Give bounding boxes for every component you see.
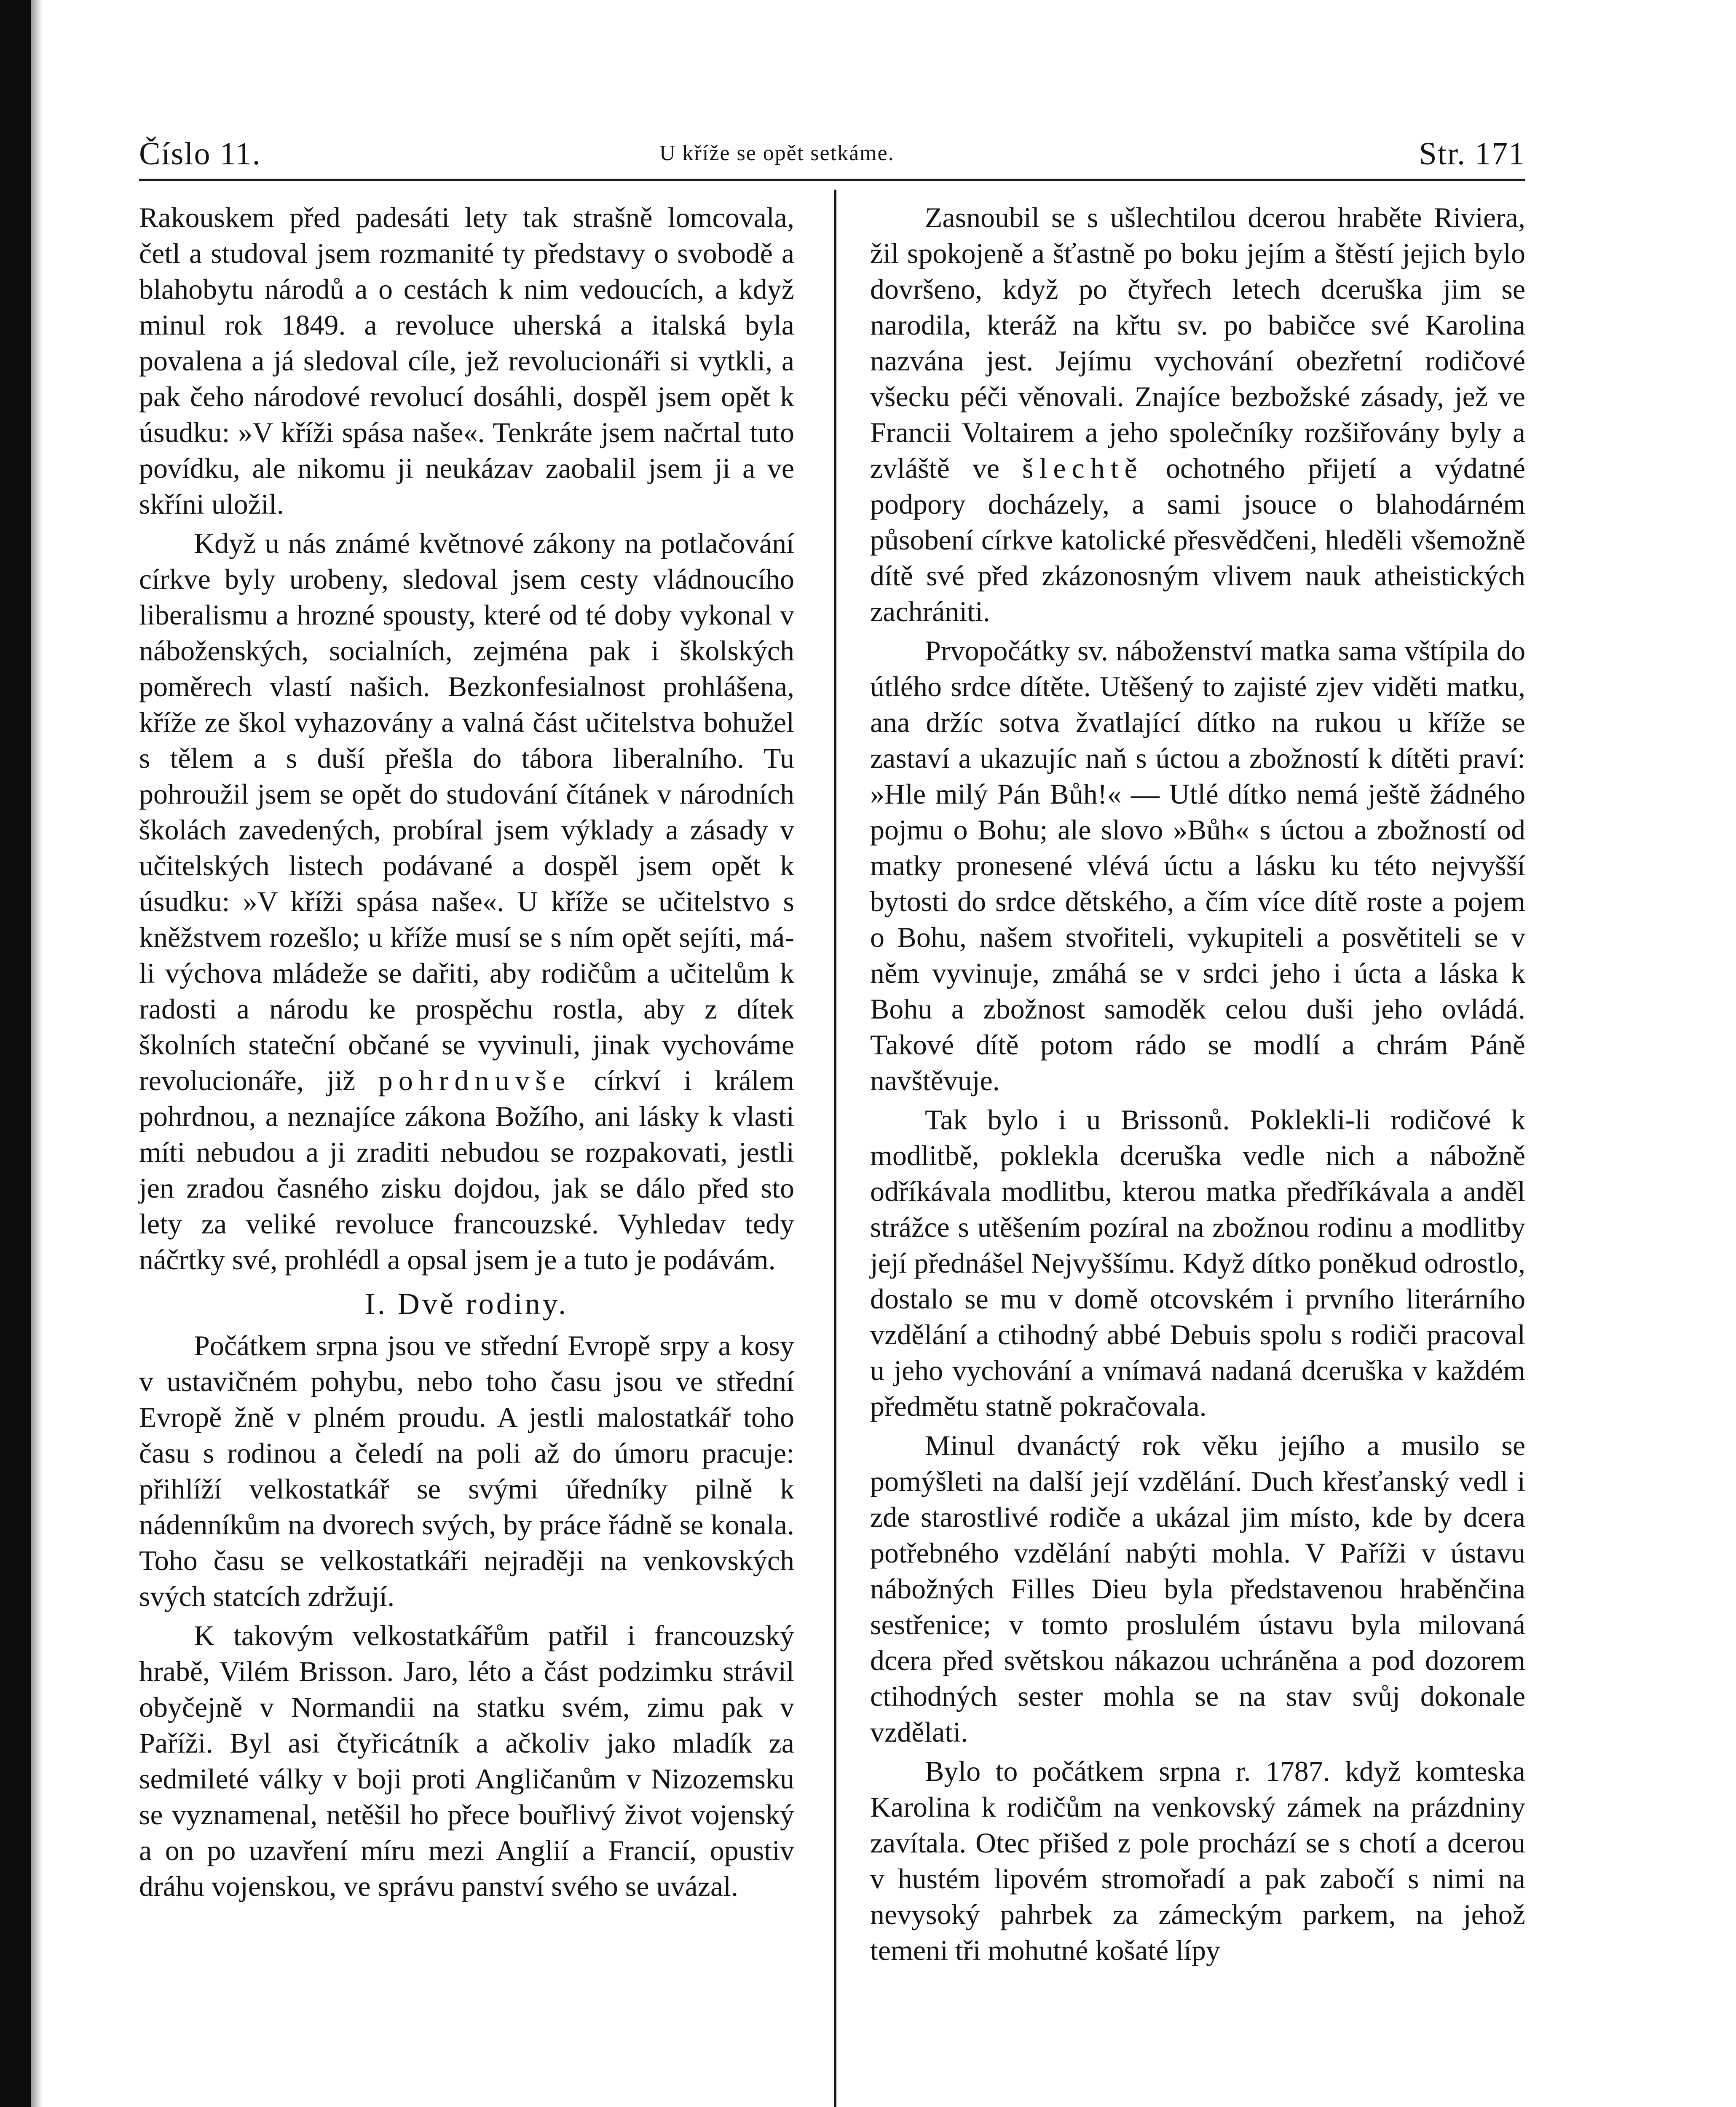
spaced-emphasis: pohrdnuvše [378,1064,571,1096]
section-heading: I. Dvě rodiny. [364,1287,569,1321]
paragraph: Bylo to počátkem srpna r. 1787. když komteska Karolina k rodičům na venkovský zámek na prázdniny zavítala. Otec přišed z pole prochází se s chotí a dcerou v hustém lipovém stromořadí a pak zabočí s nimi na nevysoký pahrbek za zámeckým parkem, na jehož temeni tři mohutné košaté lípy [870,1755,1525,1966]
header-rule [139,179,1525,181]
issue-number: Číslo 11. [139,136,261,172]
paragraph: K takovým velkostatkářům patřil i francouzský hrabě, Vilém Brisson. Jaro, léto a část podzimku strávil obyčejně v Normandii na statku svém, zimu pak v Paříži. Byl asi čtyřicátník a ačkoliv jako mladík za sedmileté války v boji proti Angličanům v Nizozemsku se vyznamenal, netěšil ho přece bouřlivý život vojenský a on po uzavření míru mezi Anglií a Francií, opustiv dráhu vojenskou, ve správu panství svého se uvázal. [139,1619,794,1902]
paragraph: Rakouskem před padesáti lety tak strašně lomcovala, četl a studoval jsem rozmanité ty představy o svobodě a blahobytu národů a o cestách k nim vedoucích, a když minul rok 1849. a revoluce uherská a italská byla povalena a já sledoval cíle, jež revolucionáři si vytkli, a pak čeho národové revolucí dosáhli, dospěl jsem opět k úsudku: »V kříži spása naše«. Tenkráte jsem načrtal tuto povídku, ale nikomu ji neukázav zaobalil jsem ji a ve skříni uložil. [139,201,794,520]
paragraph: Prvopočátky sv. náboženství matka sama vštípila do útlého srdce dítěte. Utěšený to zajisté zjev viděti matku, ana držíc sotva žvatlající dítko na rukou u kříže se zastaví a ukazujíc naň s úctou a zbožností k dítěti praví: »Hle milý Pán Bůh!« — Utlé dítko nemá ještě žádného pojmu o Bohu; ale slovo »Bůh« s úctou a zbožností od matky pronesené vlévá úctu a lásku ku této nejvyšší bytosti do srdce dětského, a čím více dítě roste a pojem o Bohu, našem stvořiteli, vykupiteli a posvětiteli se v něm vyvinuje, zmáhá se v srdci jeho i úcta a láska k Bohu a zbožnost samoděk celou duši jeho ovládá. Takové dítě potom rádo se modlí a chrám Páně navštěvuje. [870,635,1525,1096]
paragraph: Počátkem srpna jsou ve střední Evropě srpy a kosy v ustavičném pohybu, nebo toho času jsou ve střední Evropě žně v plném proudu. A jestli malostatkář toho času s rodinou a čeledí na poli až do úmoru pracuje: přihlíží velkostatkář se svými úředníky pilně k nádenníkům na dvorech svých, by práce řádně se konala. Toho času se velkostatkáři nejraději na venkovských svých statcích zdržují. [139,1330,794,1612]
paragraph: Zasnoubil se s ušlechtilou dcerou hraběte Riviera, žil spokojeně a šťastně po boku jejím a štěstí jejich bylo dovršeno, když po čtyřech letech dceruška jim se narodila, kteráž na křtu sv. po babičce své Karolina nazvána jest. Jejímu vychování obezřetní rodičové všecku péči věnovali. Znajíce bezbožské zásady, jež ve Francii Voltairem a jeho společníky rozšiřovány byly a zvláště ve šlechtě ochotného přijetí a výdatné podpory docházely, a sami jsouce o blahodárném působení církve katolické přesvědčeni, hleděli všemožně dítě své před zkázonosným vlivem nauk atheistických zachrániti. [870,201,1526,627]
paragraph: Minul dvanáctý rok věku jejího a musilo se pomýšleti na další její vzdělání. Duch křesťanský vedl i zde starostlivé rodiče a ukázal jim místo, kde by dcera potřebného vzdělání nabýti mohla. V Paříži v ústavu nábožných Filles Dieu byla představenou hraběnčina sestřenice; v tomto proslulém ústavu byla milovaná dcera před světskou nákazou uchráněna a pod dozorem ctihodných sester mohla se na stav svůj dokonale vzdělati. [870,1429,1525,1748]
page-number: Str. 171 [1419,136,1525,172]
running-title: U kříže se opět setkáme. [659,141,895,165]
page-binding-shadow [31,0,42,2107]
left-column [139,200,794,2107]
paragraph: Tak bylo i u Brissonů. Poklekli-li rodičové k modlitbě, poklekla dceruška vedle nich a nábožně odříkávala modlitbu, kterou matka předříkávala a anděl strážce s utěšením pozíral na zbožnou rodinu a modlitby její přednášel Nejvyššímu. Když dítko poněkud odrostlo, dostalo se mu v domě otcovském i prvního literárního vzdělání a ctihodný abbé Debuis spolu s rodiči pracoval u jeho vychování a vnímavá nadaná dceruška v každém předmětu statně pokračovala. [870,1104,1525,1422]
running-header [139,136,1525,176]
right-column [870,200,1525,2107]
page-binding-edge [0,0,31,2107]
column-divider [834,190,836,2107]
paragraph: Když u nás známé květnové zákony na potlačování církve byly urobeny, sledoval jsem cesty vládnoucího liberalismu a hrozné spousty, které od té doby vykonal v náboženských, socialních, zejména pak i školských poměrech vlastí našich. Bezkonfesialnost prohlášena, kříže ze škol vyhazovány a valná část učitelstva bohužel s tělem a s duší přešla do tábora liberalního. Tu pohroužil jsem se opět do studování čítánek v národních školách zavedených, probíral jsem výklady a zásady v učitelských listech podávané a dospěl jsem opět k úsudku: »V kříži spása naše«. U kříže se učitelstvo s kněžstvem rozešlo; u kříže musí se s ním opět sejíti, má-li výchova mládeže se dařiti, aby rodičům a učitelům k radosti a národu ke prospěchu rostla, aby z dítek školních stateční občané se vyvinuli, jinak vychováme revolucionáře, již pohrdnuvše církví i králem pohrdnou, a neznajíce zákona Božího, ani lásky k vlasti míti nebudou a ji zraditi nebudou se rozpakovati, jestli jen zradou časného zisku dojdou, jak se dálo před sto lety za veliké revoluce francouzské. Vyhledav tedy náčrtky své, prohlédl a opsal jsem je a tuto je podávám. [139,527,795,1276]
spaced-emphasis: šlechtě [1022,452,1143,484]
